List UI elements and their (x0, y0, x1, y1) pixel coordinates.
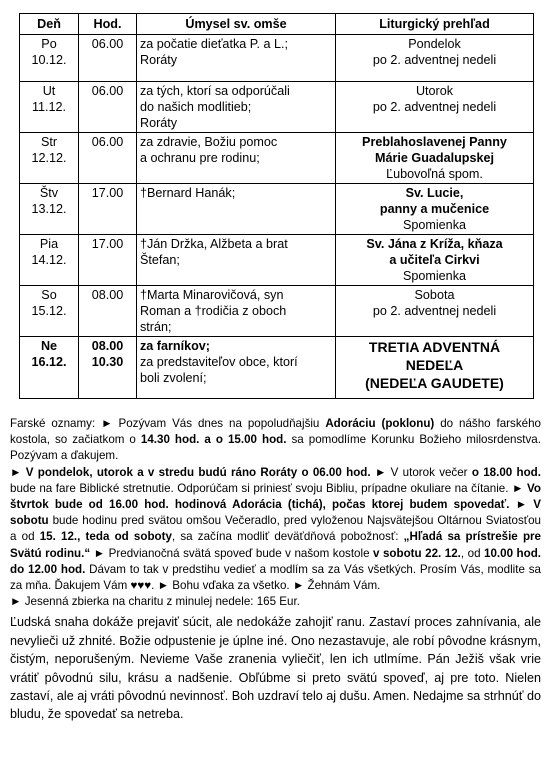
announcement-run: sa pomodlíme Korunku Božieho milosrdenstva. Pozývam a ďakujem. (10, 433, 541, 463)
day-cell (20, 82, 79, 133)
day-cell (20, 235, 79, 286)
mass-time: 08.00 (91, 339, 124, 353)
mass-time: 17.00 (91, 237, 124, 251)
announcement-run: Dávam to tak v predstihu vedieť a modlím sa za Vás všetkých. Prosím Vás, modlite sa za mňa. Ďakujem Vám ♥♥♥. ► Bohu vďaka za všetko. ► Žehnám Vám. (10, 562, 541, 593)
mass-time: 06.00 (91, 84, 124, 98)
intention-line: †Bernard Hanák; (140, 186, 236, 200)
table-header-row (20, 14, 534, 35)
announcement-run: ► V utorok večer (370, 465, 472, 479)
table-row (20, 286, 534, 337)
mass-time: 17.00 (91, 186, 124, 200)
day-name: Ut (42, 84, 56, 98)
intention-line: za farníkov; (140, 339, 210, 353)
mass-schedule-table (19, 13, 534, 399)
intention-line: a ochranu pre rodinu; (140, 151, 260, 165)
liturgy-line: po 2. adventnej nedeli (372, 100, 497, 114)
intention-line: boli zvolení; (140, 371, 207, 385)
hour-cell (79, 235, 137, 286)
announcement-run: do nášho farského kostola, so začiatkom o (10, 417, 541, 447)
liturgy-feast: Preblahoslavenej Panny (362, 135, 507, 149)
announcement-run: v sobotu 22. 12. (373, 546, 461, 560)
intention-line: Roráty (140, 53, 178, 67)
intention-line: za predstaviteľov obce, ktorí (140, 355, 298, 369)
intention-cell (137, 133, 336, 184)
day-cell (20, 286, 79, 337)
hour-cell (79, 184, 137, 235)
day-name: Pia (39, 237, 59, 251)
announcement-week (10, 465, 541, 595)
intention-line: do našich modlitieb; (140, 100, 252, 114)
announcement-run: 15. 12., teda od soboty (39, 530, 172, 544)
intention-cell (137, 286, 336, 337)
table-row (20, 82, 534, 133)
hour-cell (79, 35, 137, 82)
hour-cell (79, 337, 137, 399)
liturgy-cell (336, 35, 534, 82)
mass-time: 06.00 (91, 135, 124, 149)
announcement-run: , od (460, 546, 485, 560)
day-date: 14.12. (31, 253, 67, 267)
announcement-run: Adoráciu (poklonu) (325, 417, 435, 430)
announcement-run: bude hodinu pred svätou omšou Večeradlo, pred vyloženou Najsvätejšou Oltárnou Sviatosťou a od (10, 514, 541, 544)
parish-announcements (10, 416, 541, 724)
hour-cell (79, 286, 137, 337)
intention-line: †Marta Minarovičová, syn (140, 288, 284, 302)
liturgy-feast: Márie Guadalupskej (375, 151, 494, 165)
day-cell (20, 337, 79, 399)
hour-cell (79, 82, 137, 133)
announcement-run: ► Predvianočná svätá spoveď bude v našom kostole (90, 546, 374, 560)
announcement-collection: ► Jesenná zbierka na charitu z minulej nedele: 165 Eur. (10, 595, 300, 609)
announcement-run: , sa začína modliť deväťdňová pobožnosť: (171, 530, 404, 544)
liturgy-title: TRETIA ADVENTNÁ (368, 339, 501, 355)
liturgy-line: Ľubovoľná spom. (386, 167, 483, 181)
announcement-run: V sobotu (10, 498, 541, 528)
liturgy-cell (336, 184, 534, 235)
table-row (20, 184, 534, 235)
day-date: 15.12. (31, 304, 67, 318)
intention-line: Roráty (140, 116, 178, 130)
announcement-run: Farské oznamy: ► Pozývam Vás dnes na popoludňajšiu (10, 417, 326, 430)
table-row (20, 235, 534, 286)
day-date: 12.12. (31, 151, 67, 165)
intention-line: †Ján Držka, Alžbeta a brat (140, 237, 288, 251)
day-name: Str (40, 135, 58, 149)
liturgy-cell (336, 337, 534, 399)
mass-time: 06.00 (91, 37, 124, 51)
liturgy-cell (336, 286, 534, 337)
table-row (20, 133, 534, 184)
day-date: 16.12. (31, 355, 67, 369)
header-hour: Hod. (79, 14, 137, 35)
liturgy-line: Sobota (414, 288, 455, 302)
header-intention: Úmysel sv. omše (137, 14, 336, 35)
liturgy-feast: Sv. Lucie, (405, 186, 464, 200)
intention-line: Štefan; (140, 253, 180, 267)
liturgy-title: (NEDEĽA GAUDETE) (365, 375, 504, 391)
liturgy-line: Spomienka (402, 269, 466, 283)
liturgy-cell (336, 235, 534, 286)
liturgy-line: po 2. adventnej nedeli (372, 304, 497, 318)
liturgy-title: NEDEĽA (405, 357, 464, 373)
day-cell (20, 184, 79, 235)
header-day: Deň (20, 14, 79, 35)
intention-line: strán; (140, 320, 172, 334)
announcement-run: 14.30 hod. a o 15.00 hod. (140, 433, 287, 447)
mass-time: 10.30 (91, 355, 124, 369)
day-name: Po (41, 37, 57, 51)
day-name: Ne (40, 339, 58, 353)
announcement-run: ► V pondelok, utorok a v stredu budú ráno Roráty o 06.00 hod. (10, 465, 371, 479)
liturgy-feast: panny a mučenice (379, 202, 490, 216)
day-name: Štv (39, 186, 59, 200)
intention-cell (137, 337, 336, 399)
announcement-run: ► (509, 498, 534, 512)
intention-cell (137, 235, 336, 286)
table-row (20, 35, 534, 82)
announcement-run: 10.00 hod. do 12.00 hod. (10, 546, 542, 576)
intention-line: za tých, ktorí sa odporúčali (140, 84, 290, 98)
liturgy-line: Utorok (415, 84, 454, 98)
header-liturgy: Liturgický prehľad (336, 14, 534, 35)
intention-cell (137, 184, 336, 235)
announcement-run: „Hľadá sa prístrešie pre Svätú rodinu.“ (10, 530, 541, 560)
day-name: So (41, 288, 57, 302)
announcement-run: bude na fare Biblické stretnutie. Odporúčam si priniesť svoju Bibliu, prípadne okuliare na čítanie. (10, 481, 513, 495)
liturgy-line: Spomienka (402, 218, 466, 232)
day-date: 11.12. (31, 100, 67, 114)
day-date: 10.12. (31, 53, 67, 67)
liturgy-feast: a učiteľa Cirkvi (389, 253, 480, 267)
announcement-run: o 18.00 hod. (471, 465, 541, 479)
intention-line: Roman a †rodičia z oboch (140, 304, 287, 318)
liturgy-cell (336, 133, 534, 184)
liturgy-line: Pondelok (408, 37, 461, 51)
day-cell (20, 133, 79, 184)
intention-cell (137, 82, 336, 133)
announcement-adoration (10, 416, 541, 465)
announcement-run: ► Vo štvrtok bude od 16.00 hod. hodinová Adorácia (tichá), počas ktorej budem spovedať. (10, 481, 541, 512)
liturgy-feast: Sv. Jána z Kríža, kňaza (366, 237, 503, 251)
liturgy-cell (336, 82, 534, 133)
intention-line: za počatie dieťatka P. a L.; (140, 37, 289, 51)
liturgy-line: po 2. adventnej nedeli (372, 53, 497, 67)
reflection-paragraph: Ľudská snaha dokáže prejaviť súcit, ale nedokáže zahojiť ranu. Zastaví proces zahnívania, ale nevylieči už zhnité. Božie odpustenie je úplne iné. Ono nezastavuje, ale robí pôvodne krásnym, čistým, neporušeným. Nevieme Vaše zranenia vyliečiť, len ich utlmíme. Pán Ježiš však vrie vrátiť pôvodnú silu, krásu a nadšenie. Obľúbme si preto svätú spoveď, aj pre toto. Nielen zastaví, ale aj vráti pôvodnú nevinnosť. Boh uzdraví telo aj dušu. Amen. Nedajme sa strhnúť do bludu, že spovedať sa netreba. (10, 615, 541, 722)
mass-time: 08.00 (91, 288, 124, 302)
day-cell (20, 35, 79, 82)
intention-cell (137, 35, 336, 82)
day-date: 13.12. (31, 202, 67, 216)
intention-line: za zdravie, Božiu pomoc (140, 135, 278, 149)
table-row (20, 337, 534, 399)
hour-cell (79, 133, 137, 184)
